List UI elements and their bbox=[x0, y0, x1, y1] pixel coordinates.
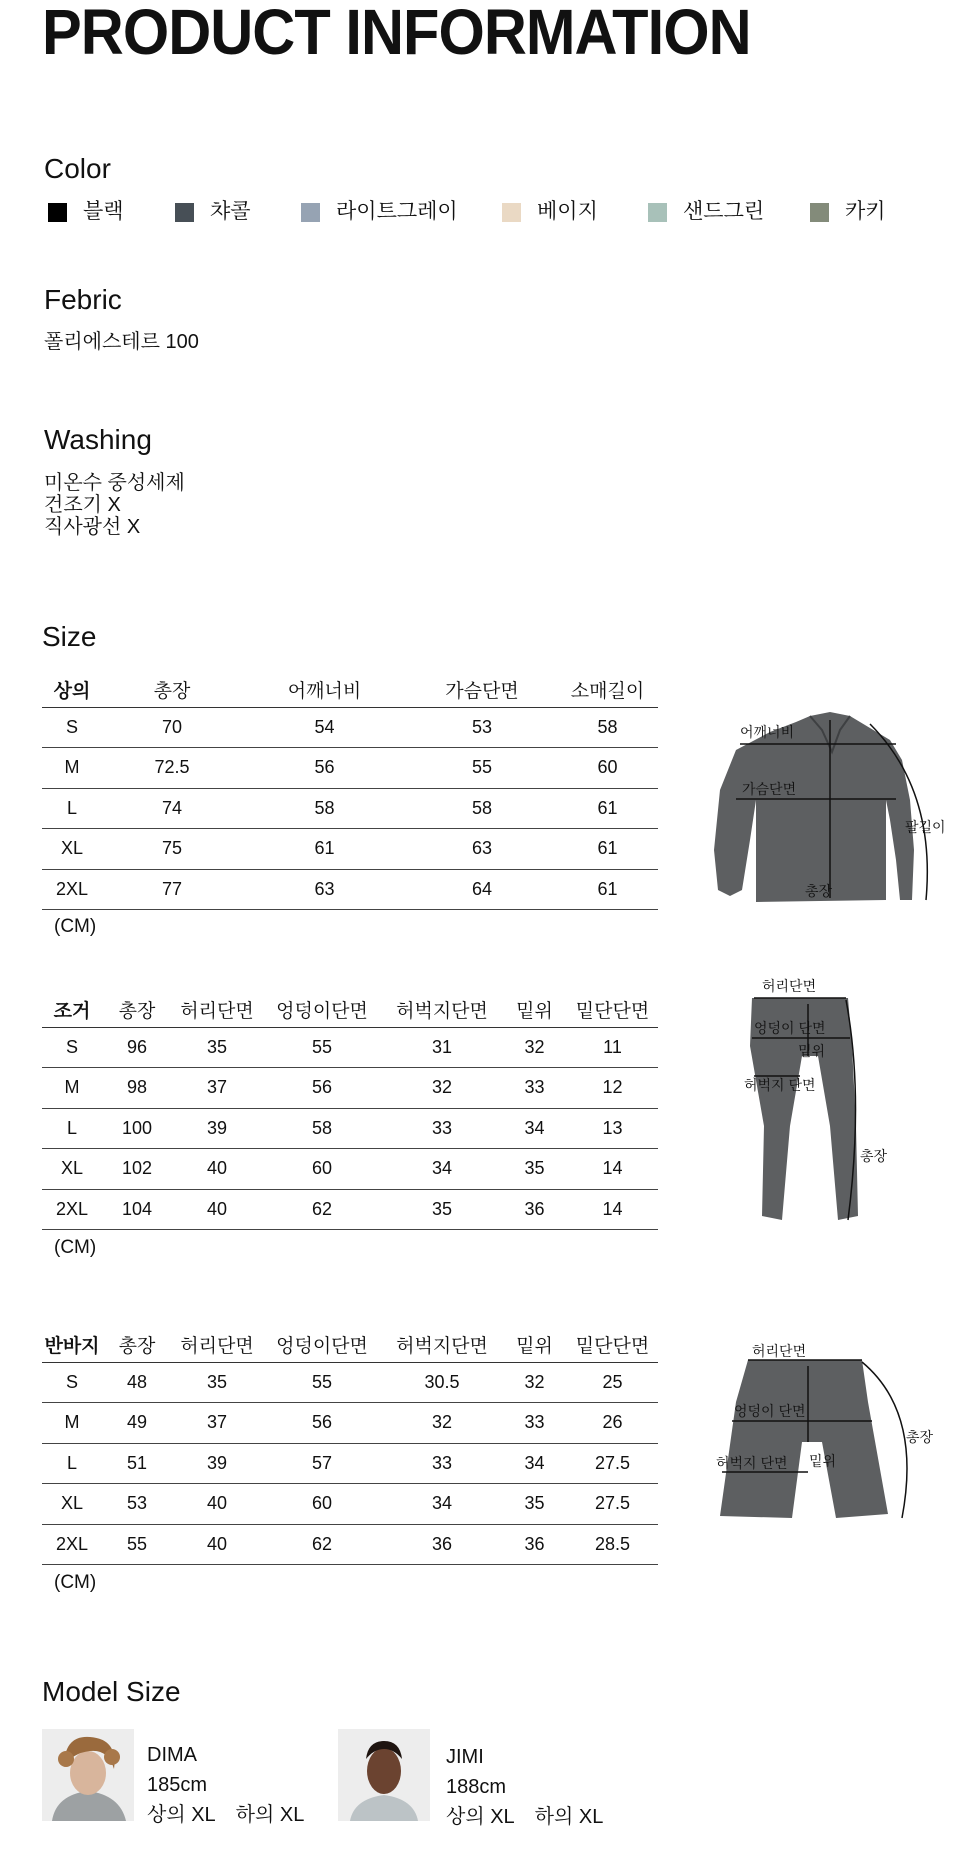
table-cell: 56 bbox=[242, 748, 407, 789]
table-cell: S bbox=[42, 707, 102, 748]
model-name: JIMI bbox=[446, 1746, 484, 1768]
table-cell: 58 bbox=[242, 788, 407, 829]
table-cell: 28.5 bbox=[567, 1524, 658, 1565]
color-swatch[interactable]: 라이트그레이 bbox=[301, 200, 458, 224]
table-row bbox=[42, 788, 658, 829]
color-swatch[interactable]: 베이지 bbox=[502, 200, 598, 224]
chest-label: 가슴단면 bbox=[742, 781, 797, 797]
length-label: 총장 bbox=[805, 883, 833, 899]
table-row bbox=[42, 707, 658, 748]
table-cell: 26 bbox=[567, 1403, 658, 1444]
table-row bbox=[42, 1362, 658, 1403]
table-cell: 40 bbox=[172, 1484, 262, 1525]
table-header: 허리단면 bbox=[172, 993, 262, 1027]
color-chip bbox=[502, 203, 521, 222]
table-cell: 77 bbox=[102, 869, 242, 910]
table-header: 반바지 bbox=[42, 1328, 102, 1362]
table-row bbox=[42, 748, 658, 789]
table-header: 허벅지단면 bbox=[382, 1328, 502, 1362]
table-cell: 61 bbox=[242, 829, 407, 870]
model-height: 188cm bbox=[446, 1776, 507, 1798]
table-cell: 56 bbox=[262, 1403, 382, 1444]
color-swatch[interactable]: 카키 bbox=[810, 200, 886, 224]
waist-label: 허리단면 bbox=[752, 1343, 807, 1359]
model-bottom-size: 하의 XL bbox=[235, 1804, 305, 1826]
table-header: 밑단단면 bbox=[567, 1328, 658, 1362]
table-row bbox=[42, 1403, 658, 1444]
table-cell: 32 bbox=[382, 1403, 502, 1444]
color-swatch[interactable]: 챠콜 bbox=[175, 200, 251, 224]
rise-label: 밑위 bbox=[809, 1453, 837, 1469]
table-cell: 104 bbox=[102, 1189, 172, 1230]
table-cell: 53 bbox=[102, 1484, 172, 1525]
shorts-measurement-diagram bbox=[712, 1342, 960, 1522]
table-header: 허리단면 bbox=[172, 1328, 262, 1362]
table-cell: 61 bbox=[557, 829, 658, 870]
color-chip bbox=[810, 203, 829, 222]
table-cell: M bbox=[42, 1068, 102, 1109]
table-cell: 58 bbox=[262, 1108, 382, 1149]
table-header: 상의 bbox=[42, 673, 102, 707]
unit-label: (CM) bbox=[54, 1572, 97, 1593]
table-cell: L bbox=[42, 1108, 102, 1149]
table-cell: 11 bbox=[567, 1027, 658, 1068]
table-cell: 37 bbox=[172, 1068, 262, 1109]
table-cell: 58 bbox=[407, 788, 557, 829]
table-cell: 32 bbox=[382, 1068, 502, 1109]
table-cell: 60 bbox=[262, 1484, 382, 1525]
table-row bbox=[42, 1524, 658, 1565]
table-cell: 32 bbox=[502, 1362, 567, 1403]
table-row bbox=[42, 1443, 658, 1484]
table-cell: 61 bbox=[557, 788, 658, 829]
table-cell: 33 bbox=[502, 1068, 567, 1109]
table-header: 가슴단면 bbox=[407, 673, 557, 707]
table-cell: 40 bbox=[172, 1524, 262, 1565]
table-cell: 33 bbox=[382, 1443, 502, 1484]
table-cell: 33 bbox=[382, 1108, 502, 1149]
shoulder-label: 어깨너비 bbox=[740, 724, 795, 740]
table-cell: 72.5 bbox=[102, 748, 242, 789]
table-cell: 58 bbox=[557, 707, 658, 748]
table-cell: 39 bbox=[172, 1108, 262, 1149]
table-cell: 48 bbox=[102, 1362, 172, 1403]
model-photo-dima bbox=[42, 1729, 134, 1821]
table-cell: 63 bbox=[407, 829, 557, 870]
size-heading: Size bbox=[42, 621, 97, 652]
table-header: 조거 bbox=[42, 993, 102, 1027]
shorts-garment-shape bbox=[720, 1360, 888, 1518]
table-cell: 2XL bbox=[42, 1524, 102, 1565]
color-swatch[interactable]: 블랙 bbox=[48, 200, 124, 224]
table-header: 허벅지단면 bbox=[382, 993, 502, 1027]
model-avatar-icon bbox=[338, 1729, 430, 1821]
fabric-heading: Febric bbox=[44, 284, 122, 315]
table-cell: 102 bbox=[102, 1149, 172, 1190]
table-row bbox=[42, 1068, 658, 1109]
table-cell: 63 bbox=[242, 869, 407, 910]
table-cell: 37 bbox=[172, 1403, 262, 1444]
table-row bbox=[42, 869, 658, 910]
table-cell: 51 bbox=[102, 1443, 172, 1484]
table-header: 엉덩이단면 bbox=[262, 1328, 382, 1362]
washing-line: 미온수 중성세제 bbox=[44, 472, 185, 494]
table-cell: 13 bbox=[567, 1108, 658, 1149]
table-cell: L bbox=[42, 1443, 102, 1484]
table-cell: 49 bbox=[102, 1403, 172, 1444]
model-size-heading: Model Size bbox=[42, 1676, 181, 1707]
color-chip bbox=[648, 203, 667, 222]
model-info-dima bbox=[147, 1740, 304, 1830]
color-chip bbox=[175, 203, 194, 222]
table-cell: S bbox=[42, 1027, 102, 1068]
table-row bbox=[42, 1027, 658, 1068]
table-cell: 2XL bbox=[42, 1189, 102, 1230]
waist-label: 허리단면 bbox=[762, 978, 817, 994]
table-cell: 2XL bbox=[42, 869, 102, 910]
table-cell: 30.5 bbox=[382, 1362, 502, 1403]
hip-label: 엉덩이 단면 bbox=[754, 1020, 826, 1036]
washing-heading: Washing bbox=[44, 424, 152, 455]
table-cell: 96 bbox=[102, 1027, 172, 1068]
table-cell: 35 bbox=[382, 1189, 502, 1230]
table-header: 총장 bbox=[102, 673, 242, 707]
table-cell: XL bbox=[42, 1149, 102, 1190]
table-cell: 56 bbox=[262, 1068, 382, 1109]
table-cell: 39 bbox=[172, 1443, 262, 1484]
fabric-text: 폴리에스테르 100 bbox=[44, 331, 199, 353]
table-cell: 55 bbox=[407, 748, 557, 789]
jogger-size-table bbox=[42, 993, 658, 1230]
table-cell: M bbox=[42, 748, 102, 789]
model-top-size: 상의 XL bbox=[446, 1806, 515, 1828]
model-name: DIMA bbox=[147, 1744, 197, 1766]
table-row bbox=[42, 829, 658, 870]
table-cell: XL bbox=[42, 829, 102, 870]
table-cell: 33 bbox=[502, 1403, 567, 1444]
table-cell: L bbox=[42, 788, 102, 829]
rise-label: 밑위 bbox=[798, 1043, 826, 1059]
hip-label: 엉덩이 단면 bbox=[734, 1403, 806, 1419]
table-cell: 62 bbox=[262, 1524, 382, 1565]
table-cell: 27.5 bbox=[567, 1443, 658, 1484]
table-header: 밑단단면 bbox=[567, 993, 658, 1027]
top-size-table bbox=[42, 673, 658, 910]
table-cell: 70 bbox=[102, 707, 242, 748]
table-cell: 55 bbox=[102, 1524, 172, 1565]
table-cell: 34 bbox=[502, 1443, 567, 1484]
sleeve-label: 팔길이 bbox=[905, 819, 946, 835]
table-cell: 61 bbox=[557, 869, 658, 910]
table-header: 엉덩이단면 bbox=[262, 993, 382, 1027]
color-swatch[interactable]: 샌드그린 bbox=[648, 200, 764, 224]
model-info-jimi bbox=[446, 1742, 603, 1832]
table-cell: 34 bbox=[502, 1108, 567, 1149]
table-cell: 55 bbox=[262, 1362, 382, 1403]
table-row bbox=[42, 1149, 658, 1190]
table-cell: 36 bbox=[502, 1524, 567, 1565]
table-cell: 34 bbox=[382, 1149, 502, 1190]
table-cell: 100 bbox=[102, 1108, 172, 1149]
table-cell: 27.5 bbox=[567, 1484, 658, 1525]
table-cell: 14 bbox=[567, 1189, 658, 1230]
washing-line: 직사광선 X bbox=[44, 516, 141, 538]
table-header: 밑위 bbox=[502, 993, 567, 1027]
table-cell: 36 bbox=[382, 1524, 502, 1565]
table-cell: 64 bbox=[407, 869, 557, 910]
model-height: 185cm bbox=[147, 1774, 208, 1796]
table-cell: 40 bbox=[172, 1149, 262, 1190]
table-cell: 36 bbox=[502, 1189, 567, 1230]
table-cell: 12 bbox=[567, 1068, 658, 1109]
table-cell: 35 bbox=[172, 1362, 262, 1403]
table-row bbox=[42, 1484, 658, 1525]
table-cell: 40 bbox=[172, 1189, 262, 1230]
table-cell: XL bbox=[42, 1484, 102, 1525]
table-cell: 74 bbox=[102, 788, 242, 829]
color-heading: Color bbox=[44, 153, 111, 184]
unit-label: (CM) bbox=[54, 916, 97, 937]
length-label: 총장 bbox=[906, 1429, 934, 1445]
table-cell: 14 bbox=[567, 1149, 658, 1190]
color-chip bbox=[48, 203, 67, 222]
model-avatar-icon bbox=[42, 1729, 134, 1821]
table-cell: 34 bbox=[382, 1484, 502, 1525]
table-cell: 54 bbox=[242, 707, 407, 748]
table-cell: M bbox=[42, 1403, 102, 1444]
jogger-measurement-diagram bbox=[740, 976, 900, 1236]
table-cell: 32 bbox=[502, 1027, 567, 1068]
shorts-size-table bbox=[42, 1328, 658, 1565]
model-top-size: 상의 XL bbox=[147, 1804, 216, 1826]
length-label: 총장 bbox=[860, 1148, 888, 1164]
table-cell: 31 bbox=[382, 1027, 502, 1068]
table-cell: 60 bbox=[262, 1149, 382, 1190]
table-cell: S bbox=[42, 1362, 102, 1403]
table-cell: 35 bbox=[502, 1149, 567, 1190]
table-header: 밑위 bbox=[502, 1328, 567, 1362]
thigh-label: 허벅지 단면 bbox=[716, 1455, 788, 1471]
model-photo-jimi bbox=[338, 1729, 430, 1821]
page-title: PRODUCT INFORMATION bbox=[42, 0, 751, 68]
table-cell: 55 bbox=[262, 1027, 382, 1068]
table-cell: 53 bbox=[407, 707, 557, 748]
washing-line: 건조기 X bbox=[44, 494, 121, 516]
top-measurement-diagram bbox=[700, 700, 960, 920]
table-header: 총장 bbox=[102, 993, 172, 1027]
unit-label: (CM) bbox=[54, 1237, 97, 1258]
table-cell: 62 bbox=[262, 1189, 382, 1230]
table-cell: 57 bbox=[262, 1443, 382, 1484]
model-bottom-size: 하의 XL bbox=[534, 1806, 604, 1828]
table-cell: 75 bbox=[102, 829, 242, 870]
table-header: 총장 bbox=[102, 1328, 172, 1362]
table-header: 소매길이 bbox=[557, 673, 658, 707]
table-header: 어깨너비 bbox=[242, 673, 407, 707]
table-row bbox=[42, 1108, 658, 1149]
table-cell: 98 bbox=[102, 1068, 172, 1109]
table-cell: 35 bbox=[502, 1484, 567, 1525]
thigh-label: 허벅지 단면 bbox=[744, 1077, 816, 1093]
table-cell: 35 bbox=[172, 1027, 262, 1068]
table-cell: 25 bbox=[567, 1362, 658, 1403]
table-cell: 60 bbox=[557, 748, 658, 789]
table-row bbox=[42, 1189, 658, 1230]
color-chip bbox=[301, 203, 320, 222]
